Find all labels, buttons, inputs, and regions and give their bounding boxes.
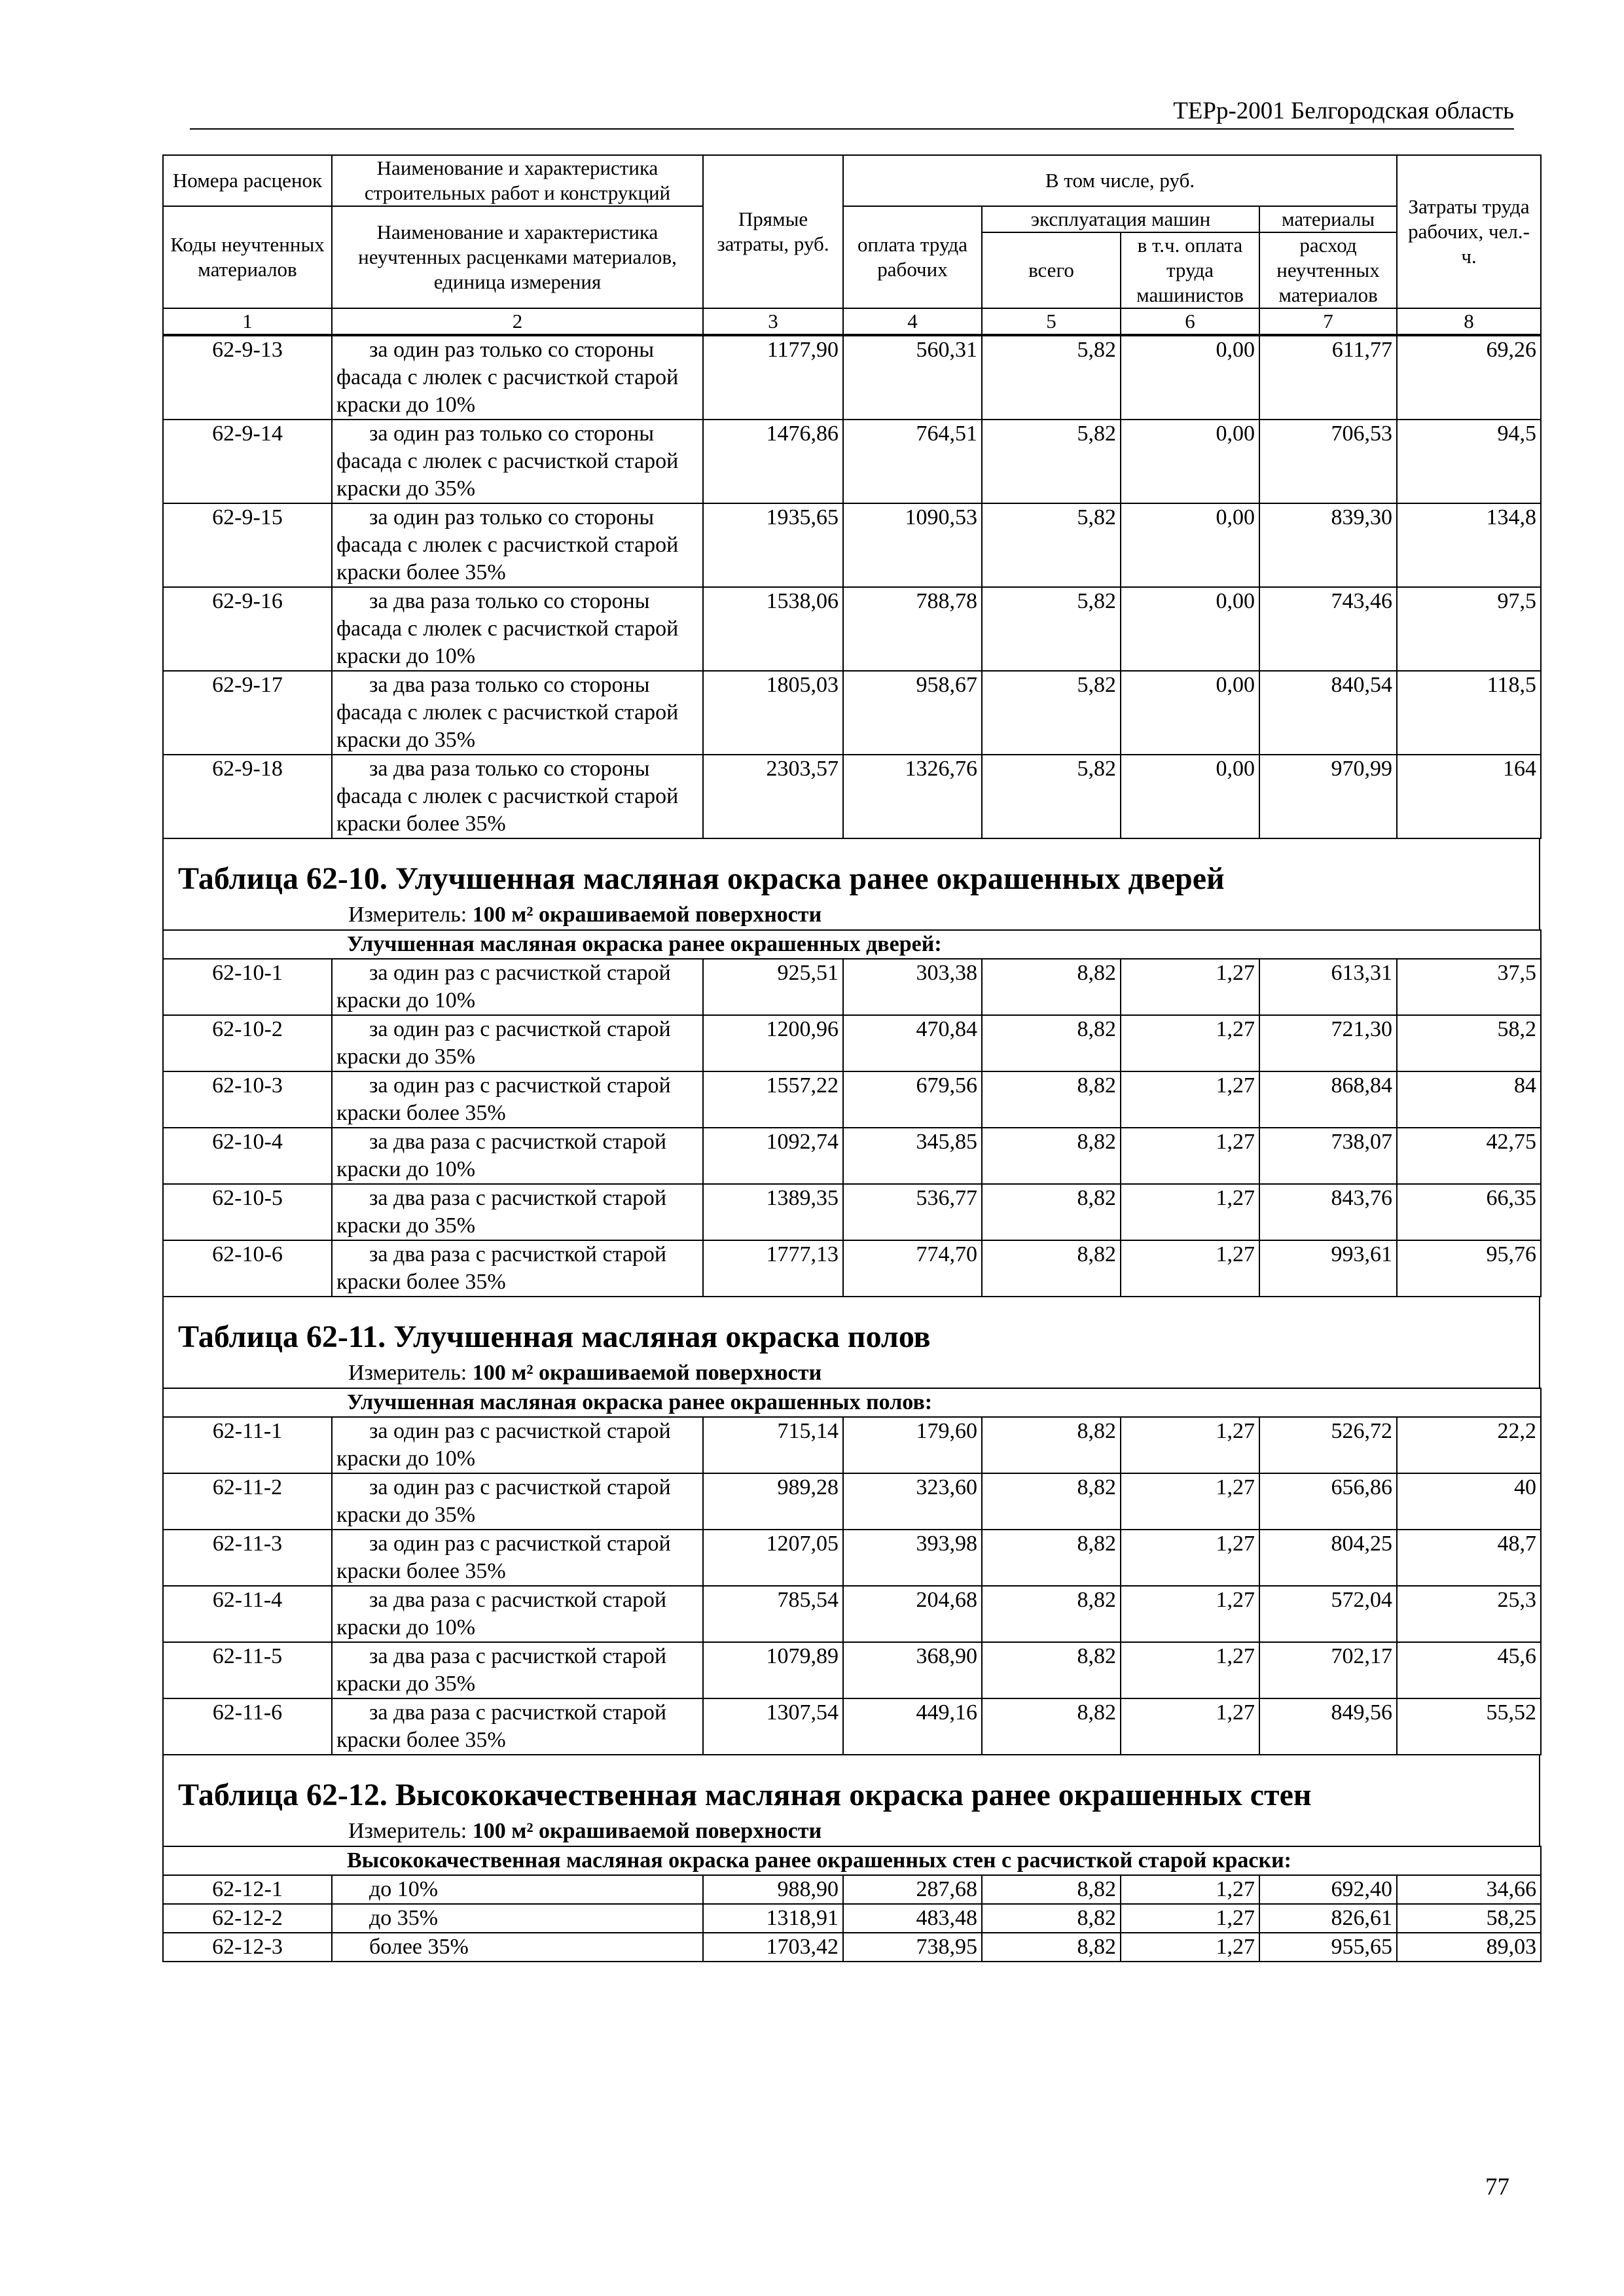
measurement-unit: 100 м² окрашиваемой поверхности xyxy=(472,1819,822,1843)
rate-code: 62-11-4 xyxy=(163,1586,332,1642)
rate-code: 62-11-3 xyxy=(163,1530,332,1586)
labor-hours: 69,26 xyxy=(1397,336,1541,420)
column-number-5: 5 xyxy=(982,308,1121,334)
table-row xyxy=(163,1586,1541,1642)
labor-hours: 118,5 xyxy=(1397,671,1541,755)
machine-cost-total: 8,82 xyxy=(982,1240,1121,1297)
direct-cost: 1318,91 xyxy=(703,1904,843,1933)
direct-cost: 1389,35 xyxy=(703,1184,843,1240)
materials-header: материалы xyxy=(1259,206,1397,232)
section-spacer xyxy=(162,1297,1540,1312)
rate-code: 62-11-2 xyxy=(163,1473,332,1530)
materials-cost: 849,56 xyxy=(1259,1698,1397,1755)
work-description: за один раз только со стороны фасада с люлек с расчисткой старой краски более 35% xyxy=(332,503,703,587)
table-row xyxy=(163,420,1541,503)
rates-sheet xyxy=(162,154,1540,1962)
machinist-labor-cost: 1,27 xyxy=(1121,1698,1259,1755)
rate-code: 62-9-15 xyxy=(163,503,332,587)
materials-cost: 843,76 xyxy=(1259,1184,1397,1240)
work-description: за два раза с расчисткой старой краски более 35% xyxy=(332,1240,703,1297)
header-rule xyxy=(190,128,1514,130)
table-row xyxy=(163,1015,1541,1071)
section-spacer xyxy=(162,839,1540,853)
machine-cost-total: 5,82 xyxy=(982,420,1121,503)
rate-code: 62-11-6 xyxy=(163,1698,332,1755)
section-subheader: Улучшенная масляная окраска ранее окрашенных полов: xyxy=(163,1388,1541,1417)
direct-cost: 2303,57 xyxy=(703,755,843,838)
machinist-labor-cost: 0,00 xyxy=(1121,336,1259,420)
table-row xyxy=(163,1933,1541,1962)
machinist-labor-cost: 1,27 xyxy=(1121,1184,1259,1240)
labor-cost: 560,31 xyxy=(843,336,982,420)
labor-hours: 164 xyxy=(1397,755,1541,838)
column-number-4: 4 xyxy=(843,308,982,334)
machinist-labor-cost: 1,27 xyxy=(1121,1875,1259,1904)
labor-cost: 536,77 xyxy=(843,1184,982,1240)
rate-code: 62-9-16 xyxy=(163,587,332,671)
direct-cost: 1538,06 xyxy=(703,587,843,671)
materials-cost: 611,77 xyxy=(1259,336,1397,420)
work-description: за два раза с расчисткой старой краски до 10% xyxy=(332,1128,703,1184)
work-description: до 35% xyxy=(332,1904,703,1933)
direct-cost: 1092,74 xyxy=(703,1128,843,1184)
table-row xyxy=(163,587,1541,671)
subheader-row xyxy=(163,930,1541,959)
labor-hours: 95,76 xyxy=(1397,1240,1541,1297)
rate-code: 62-10-2 xyxy=(163,1015,332,1071)
labor-hours: 84 xyxy=(1397,1071,1541,1128)
materials-cost: 702,17 xyxy=(1259,1642,1397,1698)
column-number-1: 1 xyxy=(163,308,332,334)
section-table xyxy=(162,1846,1542,1962)
labor-cost: 764,51 xyxy=(843,420,982,503)
measurement-unit: 100 м² окрашиваемой поверхности xyxy=(472,903,822,927)
rate-code: 62-9-17 xyxy=(163,671,332,755)
machine-cost-total: 8,82 xyxy=(982,1642,1121,1698)
table-row xyxy=(163,1071,1541,1128)
labor-hours: 45,6 xyxy=(1397,1642,1541,1698)
direct-cost: 715,14 xyxy=(703,1417,843,1473)
section-spacer xyxy=(162,1755,1540,1770)
machine-cost-total: 8,82 xyxy=(982,1586,1121,1642)
labor-hours: 42,75 xyxy=(1397,1128,1541,1184)
table-row xyxy=(163,1642,1541,1698)
direct-cost: 1476,86 xyxy=(703,420,843,503)
subheader-row xyxy=(163,1388,1541,1417)
work-description: за два раза с расчисткой старой краски до 35% xyxy=(332,1184,703,1240)
machinist-labor-cost: 1,27 xyxy=(1121,1904,1259,1933)
work-description: за два раза только со стороны фасада с люлек с расчисткой старой краски более 35% xyxy=(332,755,703,838)
work-description: за один раз только со стороны фасада с люлек с расчисткой старой краски до 35% xyxy=(332,420,703,503)
table-62-9-continuation xyxy=(162,335,1542,839)
materials-cost: 526,72 xyxy=(1259,1417,1397,1473)
rate-code: 62-10-1 xyxy=(163,959,332,1015)
rate-code: 62-10-5 xyxy=(163,1184,332,1240)
machine-cost-total: 8,82 xyxy=(982,1015,1121,1071)
direct-cost: 1557,22 xyxy=(703,1071,843,1128)
labor-hours: 37,5 xyxy=(1397,959,1541,1015)
direct-cost: 1307,54 xyxy=(703,1698,843,1755)
section-subheader: Улучшенная масляная окраска ранее окрашенных дверей: xyxy=(163,930,1541,959)
labor-hours: 89,03 xyxy=(1397,1933,1541,1962)
rate-code: 62-11-1 xyxy=(163,1417,332,1473)
materials-cost: 572,04 xyxy=(1259,1586,1397,1642)
labor-cost: 345,85 xyxy=(843,1128,982,1184)
table-row xyxy=(163,336,1541,420)
section-subheader: Высококачественная масляная окраска ранее окрашенных стен с расчисткой старой краски: xyxy=(163,1846,1541,1875)
page-number: 77 xyxy=(1485,2174,1509,2200)
table-row xyxy=(163,1473,1541,1530)
labor-cost: 958,67 xyxy=(843,671,982,755)
section-measurement xyxy=(164,901,1539,929)
table-row xyxy=(163,959,1541,1015)
col1-header-top: Номера расценок xyxy=(163,155,332,206)
direct-cost: 988,90 xyxy=(703,1875,843,1904)
work-description: до 10% xyxy=(332,1875,703,1904)
work-description: за один раз с расчисткой старой краски до 10% xyxy=(332,959,703,1015)
work-description: за один раз с расчисткой старой краски до 10% xyxy=(332,1417,703,1473)
table-row xyxy=(163,1417,1541,1473)
machine-cost-total: 8,82 xyxy=(982,1875,1121,1904)
machine-cost-total: 5,82 xyxy=(982,503,1121,587)
labor-hours: 48,7 xyxy=(1397,1530,1541,1586)
column-number-6: 6 xyxy=(1121,308,1259,334)
labor-hours: 22,2 xyxy=(1397,1417,1541,1473)
labor-cost: 303,38 xyxy=(843,959,982,1015)
direct-cost: 1079,89 xyxy=(703,1642,843,1698)
section-title: Таблица 62-12. Высококачественная масляная окраска ранее окрашенных стен xyxy=(178,1778,1312,1812)
machine-cost-total: 5,82 xyxy=(982,336,1121,420)
work-description: за два раза только со стороны фасада с люлек с расчисткой старой краски до 35% xyxy=(332,671,703,755)
materials-cost: 804,25 xyxy=(1259,1530,1397,1586)
rate-code: 62-10-6 xyxy=(163,1240,332,1297)
machine-cost-total: 8,82 xyxy=(982,1128,1121,1184)
materials-cost: 839,30 xyxy=(1259,503,1397,587)
work-description: за два раза с расчисткой старой краски до 10% xyxy=(332,1586,703,1642)
labor-cost: 368,90 xyxy=(843,1642,982,1698)
materials-cost: 993,61 xyxy=(1259,1240,1397,1297)
materials-cost: 656,86 xyxy=(1259,1473,1397,1530)
column-number-8: 8 xyxy=(1397,308,1541,334)
materials-cost: 840,54 xyxy=(1259,671,1397,755)
labor-cost: 393,98 xyxy=(843,1530,982,1586)
table-row xyxy=(163,1698,1541,1755)
table-row xyxy=(163,1240,1541,1297)
measurement-label: Измеритель: xyxy=(348,1819,473,1843)
direct-cost: 1200,96 xyxy=(703,1015,843,1071)
machinist-labor-cost: 1,27 xyxy=(1121,1071,1259,1128)
machine-cost-total: 8,82 xyxy=(982,1473,1121,1530)
labor-cost: 483,48 xyxy=(843,1904,982,1933)
column-number-2: 2 xyxy=(332,308,703,334)
labor-hours: 58,2 xyxy=(1397,1015,1541,1071)
work-description: за два раза только со стороны фасада с люлек с расчисткой старой краски до 10% xyxy=(332,587,703,671)
machine-cost-total: 5,82 xyxy=(982,671,1121,755)
table-row xyxy=(163,1875,1541,1904)
table-row xyxy=(163,503,1541,587)
rate-code: 62-9-14 xyxy=(163,420,332,503)
materials-cost: 868,84 xyxy=(1259,1071,1397,1128)
labor-cost: 449,16 xyxy=(843,1698,982,1755)
measurement-label: Измеритель: xyxy=(348,903,473,927)
section-measurement xyxy=(164,1359,1539,1388)
labor-hours: 25,3 xyxy=(1397,1586,1541,1642)
work-description: за один раз с расчисткой старой краски более 35% xyxy=(332,1530,703,1586)
section-measurement xyxy=(164,1817,1539,1846)
table-row xyxy=(163,1530,1541,1586)
materials-cost: 738,07 xyxy=(1259,1128,1397,1184)
materials-cost: 613,31 xyxy=(1259,959,1397,1015)
work-description: за один раз с расчисткой старой краски до 35% xyxy=(332,1473,703,1530)
work-description: за два раза с расчисткой старой краски до 35% xyxy=(332,1642,703,1698)
machine-cost-total: 5,82 xyxy=(982,755,1121,838)
materials-cost: 692,40 xyxy=(1259,1875,1397,1904)
work-description: за один раз с расчисткой старой краски до 35% xyxy=(332,1015,703,1071)
machinist-labor-cost: 0,00 xyxy=(1121,587,1259,671)
labor-cost: 287,68 xyxy=(843,1875,982,1904)
table-row xyxy=(163,671,1541,755)
section-title: Таблица 62-11. Улучшенная масляная окраска полов xyxy=(178,1319,931,1354)
col8-header: Затраты труда рабочих, чел.-ч. xyxy=(1397,155,1541,308)
section-heading xyxy=(162,1770,1540,1846)
labor-hours: 94,5 xyxy=(1397,420,1541,503)
measurement-unit: 100 м² окрашиваемой поверхности xyxy=(472,1361,822,1385)
machine-cost-total: 8,82 xyxy=(982,1184,1121,1240)
direct-cost: 1777,13 xyxy=(703,1240,843,1297)
subheader-row xyxy=(163,1846,1541,1875)
labor-cost: 1326,76 xyxy=(843,755,982,838)
labor-cost: 679,56 xyxy=(843,1071,982,1128)
machine-cost-total: 8,82 xyxy=(982,959,1121,1015)
section-heading xyxy=(162,1312,1540,1388)
machinist-labor-cost: 1,27 xyxy=(1121,1586,1259,1642)
labor-hours: 66,35 xyxy=(1397,1184,1541,1240)
direct-cost: 989,28 xyxy=(703,1473,843,1530)
direct-cost: 785,54 xyxy=(703,1586,843,1642)
machinist-labor-cost: 1,27 xyxy=(1121,1128,1259,1184)
direct-cost: 1207,05 xyxy=(703,1530,843,1586)
table-row xyxy=(163,755,1541,838)
table-row xyxy=(163,1184,1541,1240)
work-description: за один раз с расчисткой старой краски более 35% xyxy=(332,1071,703,1128)
col1-header-bottom: Коды неучтенных материалов xyxy=(163,206,332,308)
rate-code: 62-12-1 xyxy=(163,1875,332,1904)
table-row xyxy=(163,1904,1541,1933)
machinist-labor-cost: 1,27 xyxy=(1121,1417,1259,1473)
rate-code: 62-9-18 xyxy=(163,755,332,838)
included-header: В том числе, руб. xyxy=(843,155,1397,206)
work-description: более 35% xyxy=(332,1933,703,1962)
rate-code: 62-11-5 xyxy=(163,1642,332,1698)
machinist-labor-cost: 1,27 xyxy=(1121,1473,1259,1530)
measurement-label: Измеритель: xyxy=(348,1361,473,1385)
labor-cost: 738,95 xyxy=(843,1933,982,1962)
machine-cost-total: 8,82 xyxy=(982,1904,1121,1933)
rate-code: 62-10-3 xyxy=(163,1071,332,1128)
materials-cost: 955,65 xyxy=(1259,1933,1397,1962)
direct-cost: 1805,03 xyxy=(703,671,843,755)
labor-cost: 470,84 xyxy=(843,1015,982,1071)
col5-header: всего xyxy=(982,232,1121,308)
rate-code: 62-9-13 xyxy=(163,336,332,420)
machinist-labor-cost: 1,27 xyxy=(1121,1240,1259,1297)
labor-hours: 40 xyxy=(1397,1473,1541,1530)
machinist-labor-cost: 1,27 xyxy=(1121,1015,1259,1071)
rate-code: 62-12-2 xyxy=(163,1904,332,1933)
machines-header: эксплуатация машин xyxy=(982,206,1259,232)
column-header-table xyxy=(162,154,1542,335)
machinist-labor-cost: 0,00 xyxy=(1121,420,1259,503)
col2-header-top: Наименование и характеристика строительных работ и конструкций xyxy=(332,155,703,206)
labor-hours: 134,8 xyxy=(1397,503,1541,587)
labor-cost: 1090,53 xyxy=(843,503,982,587)
col2-header-bottom: Наименование и характеристика неучтенных расценками материалов, единица измерения xyxy=(332,206,703,308)
section-table xyxy=(162,929,1542,1297)
table-row xyxy=(163,1128,1541,1184)
rate-code: 62-10-4 xyxy=(163,1128,332,1184)
machinist-labor-cost: 1,27 xyxy=(1121,959,1259,1015)
materials-cost: 970,99 xyxy=(1259,755,1397,838)
labor-hours: 97,5 xyxy=(1397,587,1541,671)
labor-hours: 55,52 xyxy=(1397,1698,1541,1755)
materials-cost: 743,46 xyxy=(1259,587,1397,671)
labor-cost: 323,60 xyxy=(843,1473,982,1530)
machinist-labor-cost: 0,00 xyxy=(1121,755,1259,838)
machine-cost-total: 8,82 xyxy=(982,1698,1121,1755)
machine-cost-total: 8,82 xyxy=(982,1071,1121,1128)
work-description: за два раза с расчисткой старой краски более 35% xyxy=(332,1698,703,1755)
machinist-labor-cost: 1,27 xyxy=(1121,1642,1259,1698)
col4-header: оплата труда рабочих xyxy=(843,206,982,308)
column-number-3: 3 xyxy=(703,308,843,334)
section-title: Таблица 62-10. Улучшенная масляная окраска ранее окрашенных дверей xyxy=(178,861,1225,896)
machinist-labor-cost: 0,00 xyxy=(1121,671,1259,755)
machine-cost-total: 8,82 xyxy=(982,1417,1121,1473)
labor-hours: 34,66 xyxy=(1397,1875,1541,1904)
machine-cost-total: 8,82 xyxy=(982,1530,1121,1586)
direct-cost: 1935,65 xyxy=(703,503,843,587)
direct-cost: 925,51 xyxy=(703,959,843,1015)
machinist-labor-cost: 1,27 xyxy=(1121,1530,1259,1586)
column-number-7: 7 xyxy=(1259,308,1397,334)
col3-header: Прямые затраты, руб. xyxy=(703,155,843,308)
col6-header: в т.ч. оплата труда машинистов xyxy=(1121,232,1259,308)
materials-cost: 721,30 xyxy=(1259,1015,1397,1071)
materials-cost: 706,53 xyxy=(1259,420,1397,503)
section-heading xyxy=(162,853,1540,929)
labor-hours: 58,25 xyxy=(1397,1904,1541,1933)
labor-cost: 204,68 xyxy=(843,1586,982,1642)
labor-cost: 179,60 xyxy=(843,1417,982,1473)
running-header-title: ТЕРр-2001 Белгородская область xyxy=(1173,98,1514,124)
direct-cost: 1703,42 xyxy=(703,1933,843,1962)
labor-cost: 788,78 xyxy=(843,587,982,671)
work-description: за один раз только со стороны фасада с люлек с расчисткой старой краски до 10% xyxy=(332,336,703,420)
machinist-labor-cost: 0,00 xyxy=(1121,503,1259,587)
labor-cost: 774,70 xyxy=(843,1240,982,1297)
section-table xyxy=(162,1388,1542,1755)
materials-cost: 826,61 xyxy=(1259,1904,1397,1933)
machinist-labor-cost: 1,27 xyxy=(1121,1933,1259,1962)
col7-header: расход неучтенных материалов xyxy=(1259,232,1397,308)
machine-cost-total: 5,82 xyxy=(982,587,1121,671)
rate-code: 62-12-3 xyxy=(163,1933,332,1962)
direct-cost: 1177,90 xyxy=(703,336,843,420)
machine-cost-total: 8,82 xyxy=(982,1933,1121,1962)
